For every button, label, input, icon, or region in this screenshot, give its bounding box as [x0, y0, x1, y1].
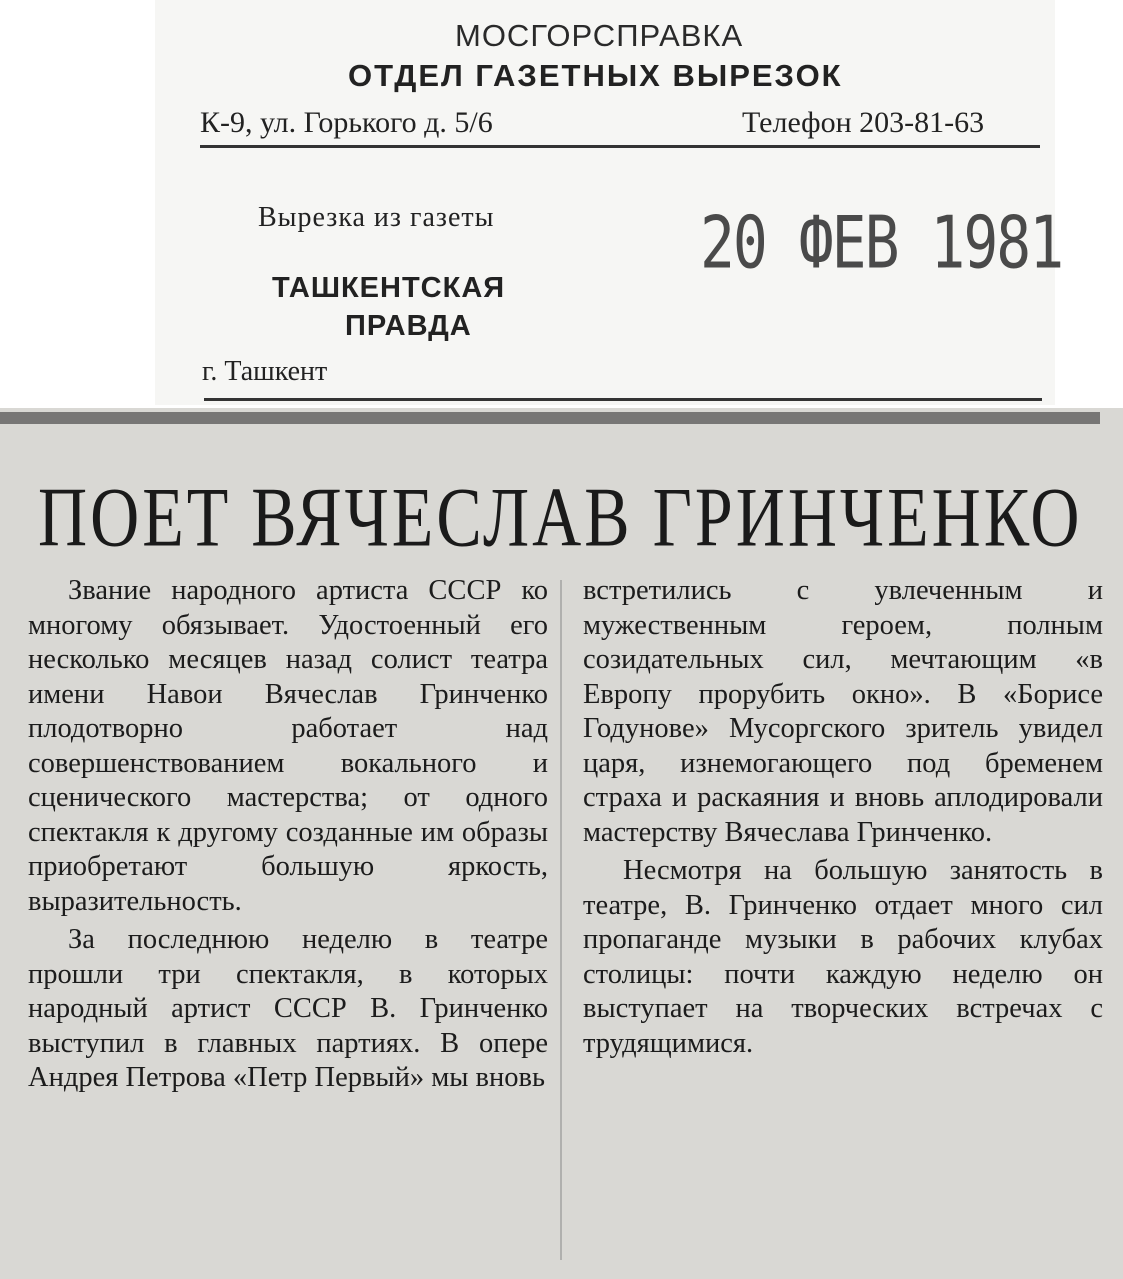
department-name: ОТДЕЛ ГАЗЕТНЫХ ВЫРЕЗОК	[348, 58, 843, 93]
article-headline: ПОЕТ ВЯЧЕСЛАВ ГРИНЧЕНКО	[38, 469, 1083, 565]
article-right-column	[583, 574, 1103, 1065]
header-divider	[200, 145, 1040, 148]
article-left-column	[28, 574, 548, 1100]
newspaper-name-line2: ПРАВДА	[345, 310, 472, 342]
article-paragraph: встретились с увлеченным и мужественным героем, полным созидательных сил, мечтающим «в Европу прорубить окно». В «Борисе Годунове» Мусоргского зритель увидел царя, изнемогающего под бременем страха и раскаяния и вновь аплодировали мастерству Вячеслава Гринченко.	[583, 575, 1103, 848]
newspaper-name-line1: ТАШКЕНТСКАЯ	[272, 272, 506, 304]
label-bottom-divider	[204, 398, 1042, 401]
article-paragraph: За последнюю неделю в театре прошли три спектакля, в которых народный артист СССР В. Гринченко выступил в главных партиях. В опере Андрея Петрова «Петр Первый» мы вновь	[28, 924, 548, 1093]
column-divider	[560, 580, 562, 1260]
city-label: г. Ташкент	[202, 356, 328, 387]
clipping-top-edge	[0, 412, 1100, 424]
date-stamp: 20 ФЕВ 1981	[700, 200, 1063, 285]
article-paragraph: Звание народного артиста СССР ко многому обязывает. Удостоенный его несколько месяцев назад солист театра имени Навои Вячеслав Гринченко плодотворно работает над совершенствованием вокального и сценического мастерства; от одного спектакля к другому созданные им образы приобретают большую яркость, выразительность.	[28, 575, 548, 917]
phone-number: Телефон 203-81-63	[742, 106, 985, 139]
address: К-9, ул. Горького д. 5/6	[200, 106, 493, 139]
organization-name: МОСГОРСПРАВКА	[455, 18, 744, 53]
article-paragraph: Несмотря на большую занятость в театре, В. Гринченко отдает много сил пропаганде музыки в рабочих клубах столицы: почти каждую неделю он выступает на творческих встречах с трудящимися.	[583, 855, 1103, 1059]
clipping-from-label: Вырезка из газеты	[258, 202, 495, 233]
